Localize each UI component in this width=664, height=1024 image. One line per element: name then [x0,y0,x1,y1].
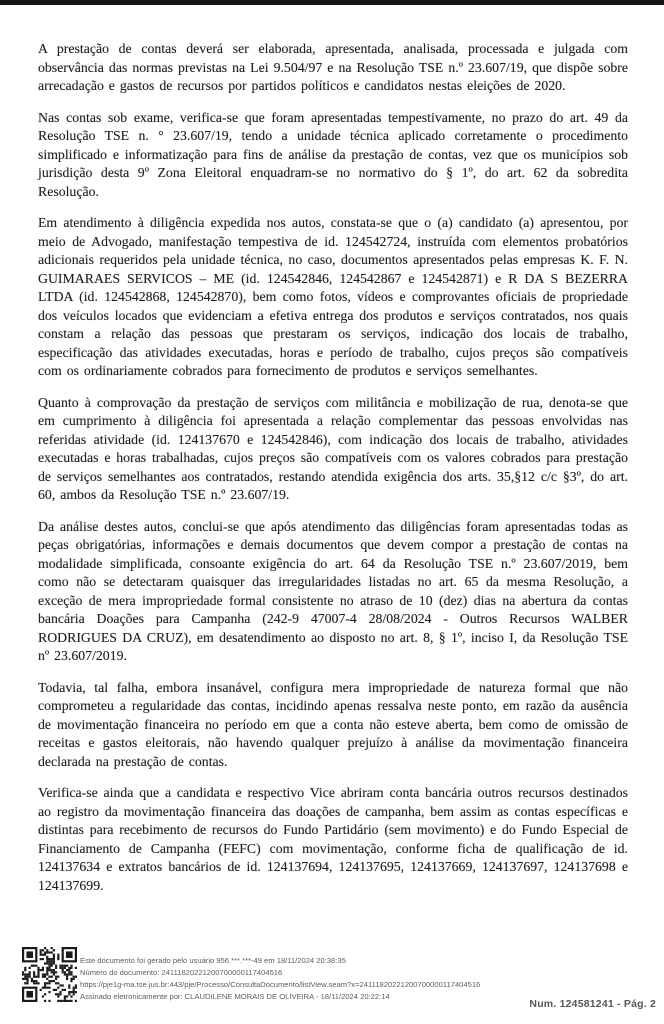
page-top-border [0,0,664,5]
footer-url: https://pje1g-ma.tse.jus.br:443/pje/Processo/ConsultaDocumento/listView.seam?x=24111820221200700000117404516 [80,980,481,989]
document-footer [80,955,480,1003]
paragraph: Nas contas sob exame, verifica-se que foram apresentadas tempestivamente, no prazo do art. 49 da Resolução TSE n. ° 23.607/19, tendo a unidade técnica aplicado corretamente o procedimento simplificado e informatização para fins de análise da prestação de contas, vez que os municípios sob jurisdição desta 9º Zona Eleitoral enquadram-se no normativo do § 1º, do art. 62 da sobredita Resolução. [38,109,628,199]
paragraph: Quanto à comprovação da prestação de serviços com militância e mobilização de rua, denota-se que em cumprimento à diligência foi apresentada a relação complementar das pessoas envolvidas nas referidas atividade (id. 124137670 e 124542846), com indicação dos locais de trabalho, atividades executadas e horas trabalhadas, cujos preços são compatíveis com os valores cobrados para prestação de serviços semelhantes aos contratados, restando atendida exigência dos arts. 35,§12 c/c §3º, do art. 60, ambos da Resolução TSE n.º 23.607/19. [38,394,628,502]
page-number: Num. 124581241 - Pág. 2 [529,998,656,1010]
document-body [38,40,628,908]
footer-document-number: Número do documento: 24111820221200700000117404516 [80,968,283,977]
footer-generated-by: Este documento foi gerado pelo usuário 956.***.***-49 em 18/11/2024 20:38:35 [80,956,346,965]
qr-code-icon [22,947,77,1002]
paragraph: Verifica-se ainda que a candidata e respectivo Vice abriram conta bancária outros recursos destinados ao registro da movimentação financeira das doações de campanha, bem assim as contas específicas e distintas para recebimento de recursos do Fundo Partidário (sem movimento) e do Fundo Especial de Financiamento de Campanha (FEFC) com movimentação, conforme ficha de qualificação de id. 124137634 e extratos bancários de id. 124137694, 124137695, 124137669, 124137697, 124137698 e 124137699. [38,785,628,893]
paragraph: A prestação de contas deverá ser elaborada, apresentada, analisada, processada e julgada com observância das normas previstas na Lei 9.504/97 e na Resolução TSE n.º 23.607/19, que dispõe sobre arrecadação e gastos de recursos por partidos políticos e candidatos nestas eleições de 2020. [38,41,628,93]
footer-signed-by: Assinado eletronicamente por: CLAUDILENE MORAIS DE OLIVEIRA - 18/11/2024 20:22:14 [80,992,390,1001]
paragraph: Em atendimento à diligência expedida nos autos, constata-se que o (a) candidato (a) apresentou, por meio de Advogado, manifestação tempestiva de id. 124542724, instruída com elementos probatórios adicionais requeridos pela unidade técnica, no caso, documentos apresentados pelas empresas K. F. N. GUIMARAES SERVICOS – ME (id. 124542846, 124542867 e 124542871) e R DA S BEZERRA LTDA (id. 124542868, 124542870), bem como fotos, vídeos e comprovantes oficiais de propriedade dos veículos locados que evidenciam a efetiva entrega dos produtos e serviços contratados, nos quais constam a relação das pessoas que prestaram os serviços, indicação dos locais de trabalho, especificação das atividades executadas, horas e período de trabalho, cujos preços são compatíveis com os ordinariamente cobrados para fornecimento de produtos e serviços semelhantes. [38,215,628,378]
paragraph: Todavia, tal falha, embora insanável, configura mera impropriedade de natureza formal que não comprometeu a regularidade das contas, incidindo apenas ressalva neste ponto, em razão da ausência de movimentação financeira no período em que a conta não esteve aberta, bem como de omissão de receitas e gastos eleitorais, não havendo qualquer prejuízo à análise da movimentação financeira declarada na prestação de contas. [38,679,628,769]
paragraph: Da análise destes autos, conclui-se que após atendimento das diligências foram apresentadas todas as peças obrigatórias, informações e demais documentos que devem compor a prestação de contas na modalidade simplificada, consoante exigência do art. 64 da Resolução TSE n.º 23.607/2019, bem como não se detectaram quaisquer das irregularidades listadas no art. 65 da mesma Resolução, a exceção de mera impropriedade formal consistente no atraso de 10 (dez) dias na abertura da contas bancária Doações para Campanha (242-9 47007-4 28/08/2024 - Outros Recursos WALBER RODRIGUES DA CRUZ), em desatendimento ao disposto no art. 8, § 1º, inciso I, da Resolução TSE nº 23.607/2019. [38,518,628,663]
